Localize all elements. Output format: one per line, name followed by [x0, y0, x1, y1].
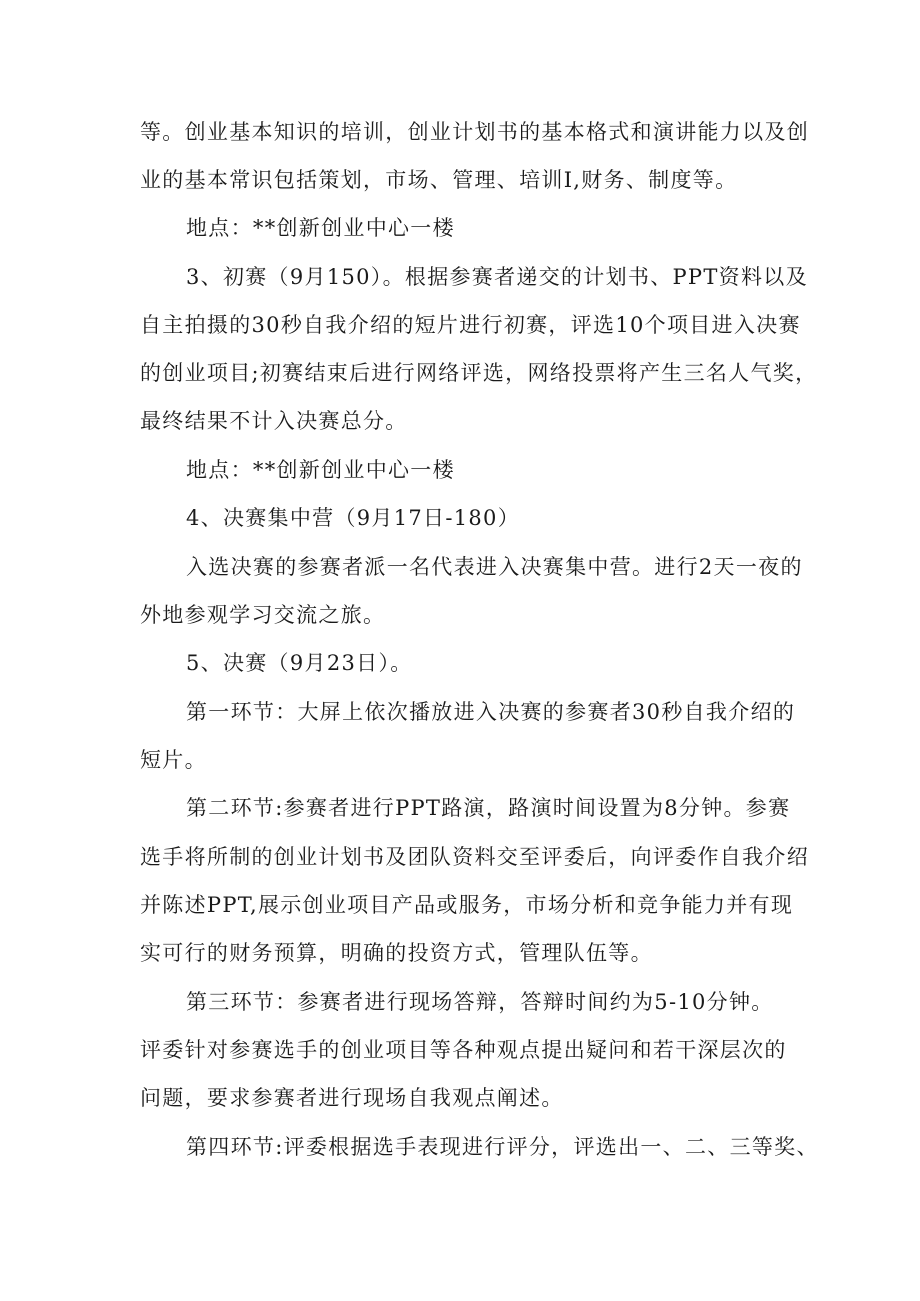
text-line: 问题，要求参赛者进行现场自我观点阐述。	[140, 1086, 564, 1110]
text-line: 地点：**创新创业中心一楼	[186, 216, 455, 240]
text-line: 5、决赛（9月23日）。	[186, 651, 413, 675]
text-line: 第二环节:参赛者进行PPT路演，路演时间设置为8分钟。参赛	[186, 796, 791, 820]
text-line: 并陈述PPT,展示创业项目产品或服务，市场分析和竞争能力并有现	[140, 893, 794, 917]
text-line: 外地参观学习交流之旅。	[140, 603, 386, 627]
text-line: 实可行的财务预算，明确的投资方式，管理队伍等。	[140, 941, 653, 965]
text-line: 等。创业基本知识的培训，创业计划书的基本格式和演讲能力以及创	[140, 120, 809, 144]
text-line: 自主拍摄的30秒自我介绍的短片进行初赛，评选10个项目进入决赛	[140, 313, 801, 337]
text-line: 选手将所制的创业计划书及团队资料交至评委后，向评委作自我介绍	[140, 845, 809, 869]
text-line: 第三环节：参赛者进行现场答辩，答辩时间约为5-10分钟。	[186, 990, 774, 1014]
text-line: 业的基本常识包括策划，市场、管理、培训I,财务、制度等。	[140, 168, 738, 192]
text-line: 评委针对参赛选手的创业项目等各种观点提出疑问和若干深层次的	[140, 1038, 787, 1062]
text-line: 的创业项目;初赛结束后进行网络评选，网络投票将产生三名人气奖，	[140, 361, 818, 385]
text-line: 3、初赛（9月150）。根据参赛者递交的计划书、PPT资料以及	[186, 265, 808, 289]
text-line: 短片。	[140, 748, 207, 772]
text-line: 地点：**创新创业中心一楼	[186, 458, 455, 482]
text-line: 入选决赛的参赛者派一名代表进入决赛集中营。进行2天一夜的	[186, 555, 803, 579]
text-line: 第四环节:评委根据选手表现进行评分，评选出一、二、三等奖、	[186, 1135, 819, 1159]
text-line: 4、决赛集中营（9月17日-180）	[186, 506, 521, 530]
text-line: 最终结果不计入决赛总分。	[140, 409, 408, 433]
text-line: 第一环节：大屏上依次播放进入决赛的参赛者30秒自我介绍的	[186, 700, 796, 724]
